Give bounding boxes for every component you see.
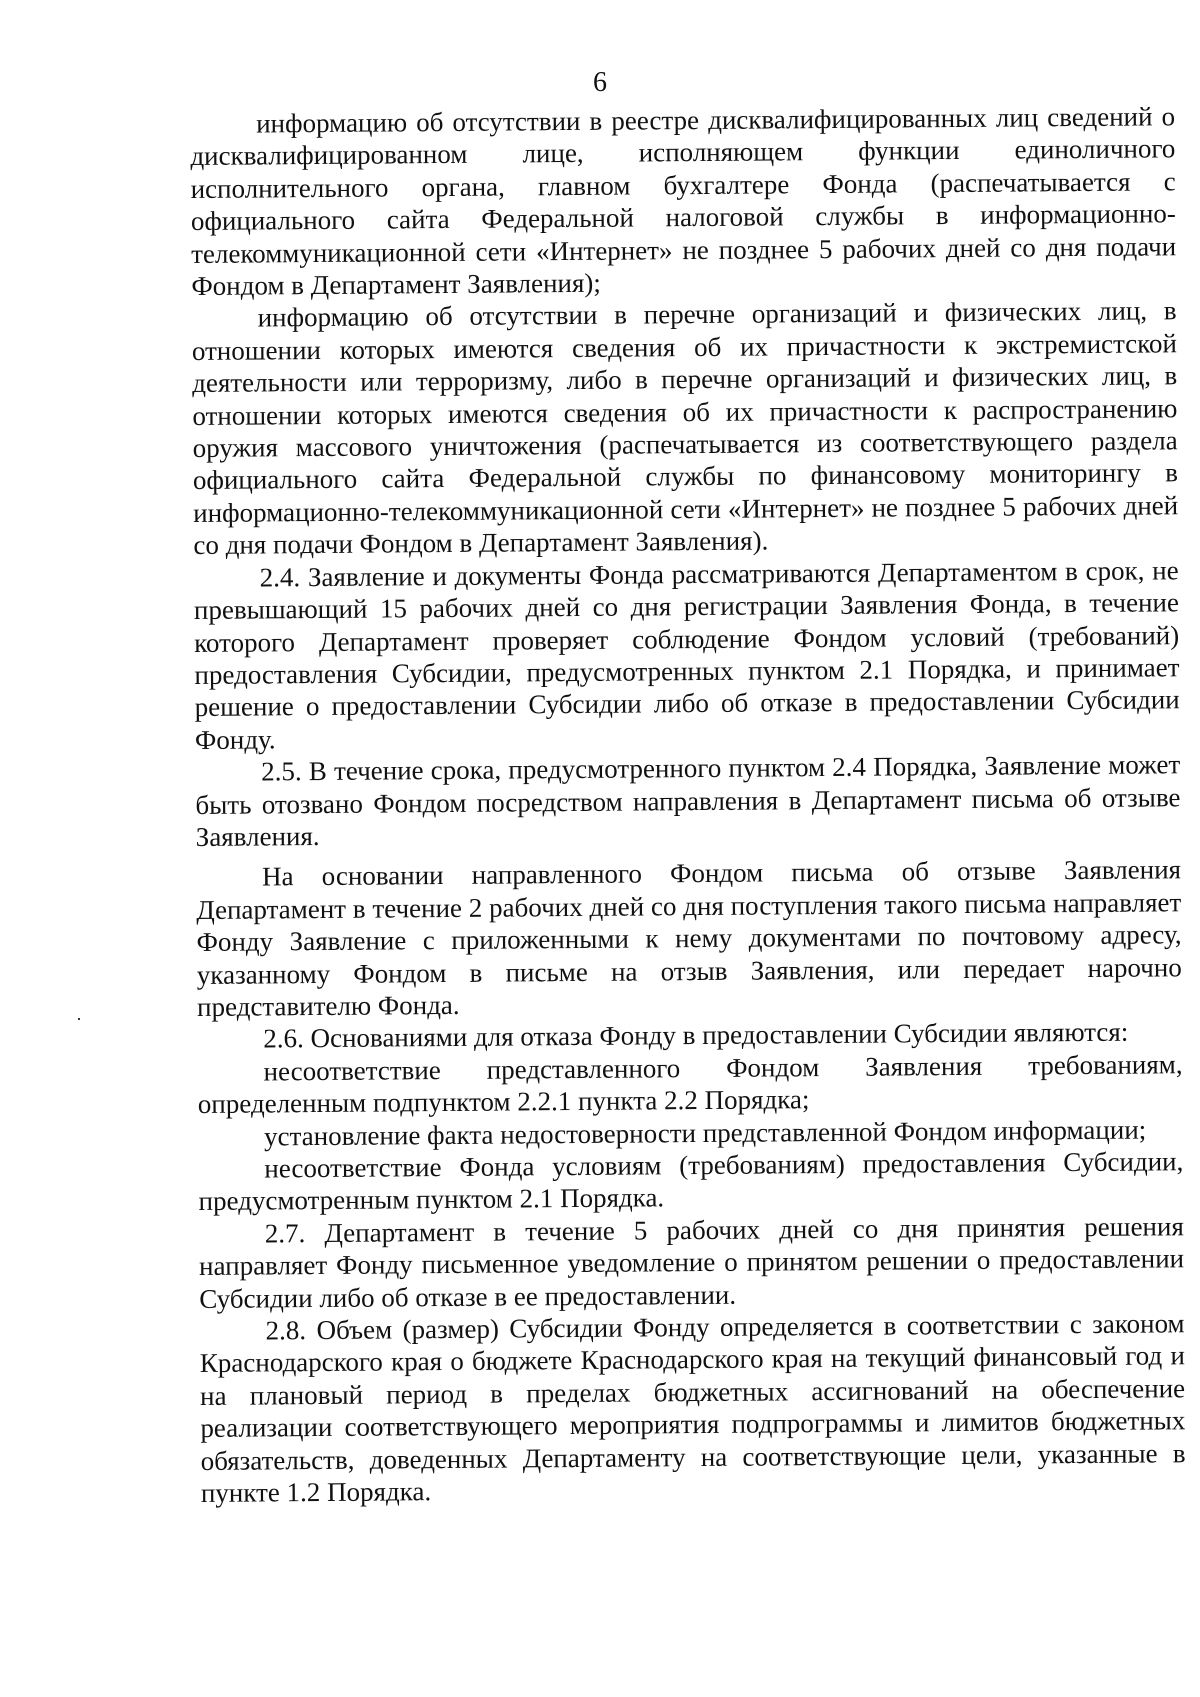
paragraph-refusal-reason-1: несоответствие представленного Фондом Заявления требованиям, определенным подпунктом 2.2.1 пункта 2.2 Порядка; bbox=[197, 1049, 1183, 1120]
paragraph-refusal-reason-3: несоответствие Фонда условиям (требованиям) предоставления Субсидии, предусмотренным пунктом 2.1 Порядка. bbox=[198, 1146, 1184, 1217]
paragraph-disqualified-persons-info: информацию об отсутствии в реестре дисквалифицированных лиц сведений о дисквалифицированном лице, исполняющем функции единоличного исполнительного органа, главном бухгалтере Фонда (распечатывается с официального сайта Федеральной налоговой службы в информационно-телекоммуникационной сети «Интернет» не позднее 5 рабочих дней со дня подачи Фондом в Департамент Заявления); bbox=[190, 101, 1177, 302]
paragraph-2-7: 2.7. Департамент в течение 5 рабочих дней со дня принятия решения направляет Фонду письменное уведомление о принятом решении о предоставлении Субсидии либо об отказе в ее предоставлении. bbox=[198, 1211, 1185, 1314]
page-number: 6 bbox=[593, 67, 607, 98]
paragraph-2-6: 2.6. Основаниями для отказа Фонду в предоставлении Субсидии являются: bbox=[263, 1017, 1129, 1054]
scan-speck bbox=[78, 1018, 80, 1020]
paragraph-2-4: 2.4. Заявление и документы Фонда рассматриваются Департаментом в срок, не превышающий 15 рабочих дней со дня регистрации Заявления Фонда, в течение которого Департамент проверяет соблюдение Фондом условий (требований) предоставления Субсидии, предусмотренных пунктом 2.1 Порядка, и принимает решение о предоставлении Субсидии либо об отказе в предоставлении Субсидии Фонду. bbox=[193, 554, 1180, 755]
paragraph-refusal-reason-2: установление факта недостоверности представленной Фондом информации; bbox=[263, 1114, 1147, 1152]
paragraph-2-8: 2.8. Объем (размер) Субсидии Фонду определяется в соответствии с законом Краснодарского края о бюджете Краснодарского края на текущий финансовый год и на плановый период в пределах бюджетных ассигнований на обеспечение реализации соответствующего мероприятия подпрограммы и лимитов бюджетных обязательств, доведенных Департаменту на соответствующие цели, указанные в пункте 1.2 Порядка. bbox=[199, 1308, 1186, 1509]
paragraph-extremism-list-info: информацию об отсутствии в перечне организаций и физических лиц, в отношении которых имеются сведения об их причастности к экстремистской деятельности или терроризму, либо в перечне организаций и физических лиц, в отношении которых имеются сведения об их причастности к распространению оружия массового уничтожения (распечатывается из соответствующего раздела официального сайта Федеральной службы по финансовому мониторингу в информационно-телекоммуникационной сети «Интернет» не позднее 5 рабочих дней со дня подачи Фондом в Департамент Заявления). bbox=[191, 295, 1179, 561]
paragraph-2-5: 2.5. В течение срока, предусмотренного пунктом 2.4 Порядка, Заявление может быть отозвано Фондом посредством направления в Департамент письма об отзыве Заявления. bbox=[195, 749, 1181, 852]
paragraph-withdrawal-return: На основании направленного Фондом письма об отзыве Заявления Департамент в течение 2 рабочих дней со дня поступления такого письма направляет Фонду Заявление с приложенными к нему документами по почтовому адресу, указанному Фондом в письме на отзыв Заявления, или передает нарочно представителю Фонда. bbox=[196, 854, 1182, 1022]
document-body bbox=[190, 100, 1186, 1509]
